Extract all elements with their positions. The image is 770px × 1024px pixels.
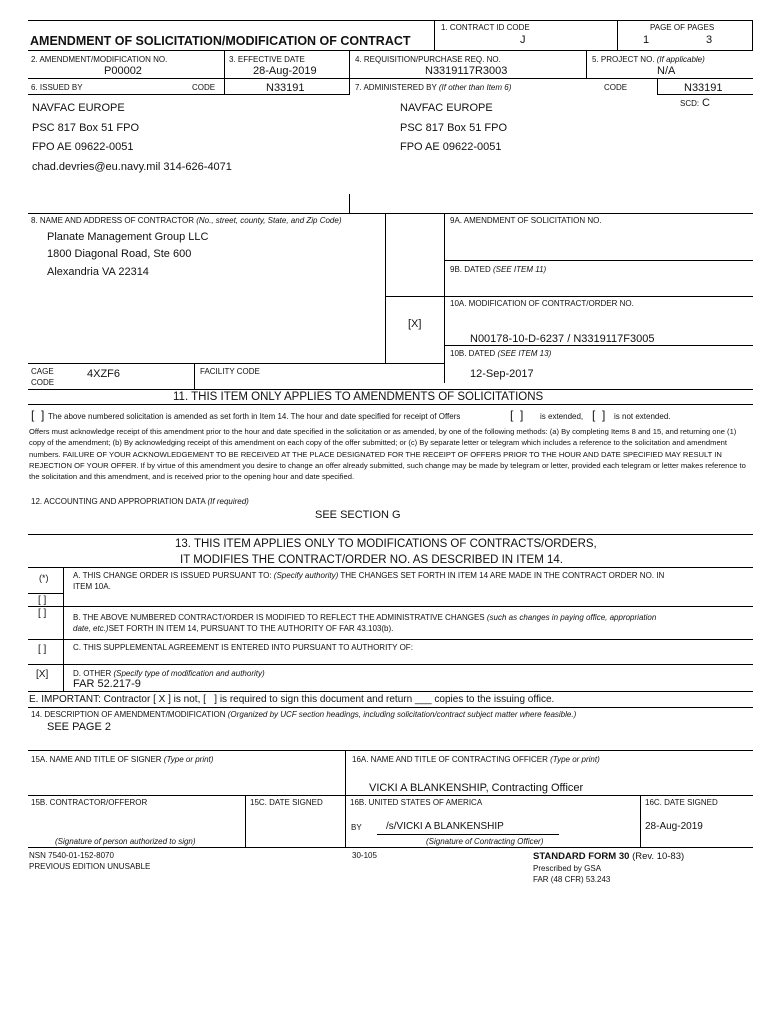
amend-no-value: P00002: [104, 65, 142, 77]
issued-by-line3: FPO AE 09622-0051: [32, 141, 134, 153]
item-10b-value: 12-Sep-2017: [470, 368, 534, 380]
contract-id-label: 1. CONTRACT ID CODE: [441, 23, 530, 32]
important-line: E. IMPORTANT: Contractor [ X ] is not, [ ] is required to sign this document and return ___ copies to the issuing office.: [29, 694, 555, 705]
issued-by-label: 6. ISSUED BY: [31, 83, 83, 92]
item-9a-label: 9A. AMENDMENT OF SOLICITATION NO.: [450, 216, 602, 225]
item-13a-text-2: ITEM 10A.: [73, 582, 111, 591]
issued-by-email: chad.devries@eu.navy.mil 314-626-4071: [32, 161, 232, 173]
contractor-date-signed-label: 15C. DATE SIGNED: [250, 798, 323, 807]
nsn-number: NSN 7540-01-152-8070: [29, 851, 114, 860]
item-12-value: SEE SECTION G: [315, 509, 401, 521]
contractor-label: 8. NAME AND ADDRESS OF CONTRACTOR (No., street, county, State, and Zip Code): [31, 216, 342, 225]
item-11-box2[interactable]: [ ]: [510, 408, 524, 422]
item-10a-label: 10A. MODIFICATION OF CONTRACT/ORDER NO.: [450, 299, 634, 308]
item-11-title: 11. THIS ITEM ONLY APPLIES TO AMENDMENTS OF SOLICITATIONS: [173, 391, 544, 403]
administered-by-line2: PSC 817 Box 51 FPO: [400, 122, 507, 134]
signer-signature-note: (Signature of person authorized to sign): [55, 837, 196, 846]
amend-no-label: 2. AMENDMENT/MODIFICATION NO.: [31, 55, 168, 64]
form-number: 30-105: [352, 851, 377, 860]
item-14-label: 14. DESCRIPTION OF AMENDMENT/MODIFICATION (Organized by UCF section headings, including solicitation/contract subject matter where feasible.): [31, 710, 577, 719]
officer-signature-note: (Signature of Contracting Officer): [426, 837, 544, 846]
administered-by-line1: NAVFAC EUROPE: [400, 102, 493, 114]
item-12-label: 12. ACCOUNTING AND APPROPRIATION DATA (If required): [31, 497, 249, 506]
scd-label: SCD:: [680, 99, 700, 108]
form-title: AMENDMENT OF SOLICITATION/MODIFICATION OF CONTRACT: [30, 34, 411, 48]
item-11-line1: The above numbered solicitation is amended as set forth in Item 14. The hour and date specified for receipt of Offers: [48, 412, 461, 421]
contracting-officer-name: VICKI A BLANKENSHIP, Contracting Officer: [369, 782, 584, 794]
previous-edition-note: PREVIOUS EDITION UNUSABLE: [29, 862, 151, 871]
item-14-value: SEE PAGE 2: [47, 721, 111, 733]
item-13b-text-1: B. THE ABOVE NUMBERED CONTRACT/ORDER IS MODIFIED TO REFLECT THE ADMINISTRATIVE CHANGES (such as changes in paying office, appropriation: [73, 613, 657, 622]
page-value: 1: [643, 34, 650, 46]
issued-code-value: N33191: [266, 82, 305, 94]
item-13a-text-1: A. THIS CHANGE ORDER IS ISSUED PURSUANT TO: (Specify authority) THE CHANGES SET FORTH IN ITEM 14 ARE MADE IN THE CONTRACT ORDER NO. IN: [73, 571, 665, 580]
signer-name-label: 15A. NAME AND TITLE OF SIGNER (Type or print): [31, 755, 214, 764]
cage-label-1: CAGE: [31, 367, 54, 376]
cage-label-2: CODE: [31, 378, 55, 387]
item-13b-box[interactable]: [ ]: [38, 608, 47, 619]
item-13a-mark: (*): [39, 573, 49, 583]
prescribed-by: Prescribed by GSA: [533, 864, 602, 873]
item-10b-label: 10B. DATED (SEE ITEM 13): [450, 349, 552, 358]
requisition-label: 4. REQUISITION/PURCHASE REQ. NO.: [355, 55, 501, 64]
admin-code-label: CODE: [604, 83, 628, 92]
standard-form-label: STANDARD FORM 30 (Rev. 10-83): [533, 851, 685, 862]
contract-id-value: J: [520, 34, 526, 46]
facility-code-label: FACILITY CODE: [200, 367, 260, 376]
item-11-paragraph: Offers must acknowledge receipt of this amendment prior to the hour and date specified in the solicitation or as amended, by one of the following methods: (a) By completing Items 8 and 15, and returning one (1) copy of the amendment; (b) By acknowledging receipt of this amendment on each copy of the offer submitted; or (c) By separate letter or telegram which includes a reference to the solicitation and amendment numbers. FAILURE OF YOUR ACKNOWLEDGEMENT TO BE RECEIVED AT THE PLACE DESIGNATED FOR THE RECEIPT OF OFFERS PRIOR TO THE HOUR AND DATE SPECIFIED MAY RESULT IN REJECTION OF YOUR OFFER. If by virtue of this amendment you desire to change an offer already submitted, such change may be made by telegram or letter, provided each telegram or letter makes reference to the solicitation and this amendment, and is received prior to the opening hour and date specified.: [29, 427, 746, 482]
project-no-label: 5. PROJECT NO. (If applicable): [592, 55, 705, 64]
item-13c-box[interactable]: [ ]: [38, 644, 47, 655]
administered-by-line3: FPO AE 09622-0051: [400, 141, 502, 153]
effective-date-label: 3. EFFECTIVE DATE: [229, 55, 305, 64]
officer-signature: /s/VICKI A BLANKENSHIP: [386, 821, 504, 832]
officer-date-signed: 28-Aug-2019: [645, 821, 703, 832]
item-13-title-1: 13. THIS ITEM APPLIES ONLY TO MODIFICATIONS OF CONTRACTS/ORDERS,: [175, 538, 597, 550]
item-13d-text: D. OTHER (Specify type of modification and authority): [73, 669, 265, 678]
administered-by-label: 7. ADMINISTERED BY (If other than Item 6): [355, 83, 512, 92]
item-10-checkbox[interactable]: [X]: [408, 318, 422, 330]
admin-code-value: N33191: [684, 82, 723, 94]
contractor-line1: Planate Management Group LLC: [47, 231, 209, 243]
effective-date-value: 28-Aug-2019: [253, 65, 317, 77]
item-11-box3[interactable]: [ ]: [592, 408, 606, 422]
item-13d-value: FAR 52.217-9: [73, 678, 141, 690]
item-13a-box[interactable]: [ ]: [38, 595, 47, 606]
item-11-box1[interactable]: [ ]: [31, 408, 45, 422]
item-11-not-extended: is not extended.: [614, 412, 671, 421]
contractor-offeror-label: 15B. CONTRACTOR/OFFEROR: [31, 798, 148, 807]
far-reference: FAR (48 CFR) 53.243: [533, 875, 611, 884]
issued-code-label: CODE: [192, 83, 216, 92]
by-label: BY: [351, 823, 362, 832]
contractor-line2: 1800 Diagonal Road, Ste 600: [47, 248, 192, 260]
issued-by-line2: PSC 817 Box 51 FPO: [32, 122, 139, 134]
contractor-line3: Alexandria VA 22314: [47, 266, 149, 278]
item-13-title-2: IT MODIFIES THE CONTRACT/ORDER NO. AS DESCRIBED IN ITEM 14.: [180, 554, 563, 566]
officer-date-signed-label: 16C. DATE SIGNED: [645, 798, 718, 807]
page-of-pages-label: PAGE OF PAGES: [650, 23, 715, 32]
contracting-officer-label: 16A. NAME AND TITLE OF CONTRACTING OFFICER (Type or print): [352, 755, 600, 764]
scd-value: C: [702, 97, 710, 109]
item-13b-text-2: date, etc.)SET FORTH IN ITEM 14, PURSUANT TO THE AUTHORITY OF FAR 43.103(b).: [73, 624, 394, 633]
item-11-extended: is extended,: [540, 412, 584, 421]
item-10a-value: N00178-10-D-6237 / N3319117F3005: [470, 333, 655, 345]
usa-label: 16B. UNITED STATES OF AMERICA: [350, 798, 483, 807]
item-9b-label: 9B. DATED (SEE ITEM 11): [450, 265, 547, 274]
pages-value: 3: [706, 34, 713, 46]
cage-value: 4XZF6: [87, 368, 121, 380]
issued-by-line1: NAVFAC EUROPE: [32, 102, 125, 114]
requisition-value: N3319117R3003: [425, 65, 508, 77]
item-13d-box[interactable]: [X]: [36, 669, 49, 680]
project-no-value: N/A: [657, 65, 676, 77]
item-13c-text: C. THIS SUPPLEMENTAL AGREEMENT IS ENTERED INTO PURSUANT TO AUTHORITY OF:: [73, 643, 413, 652]
